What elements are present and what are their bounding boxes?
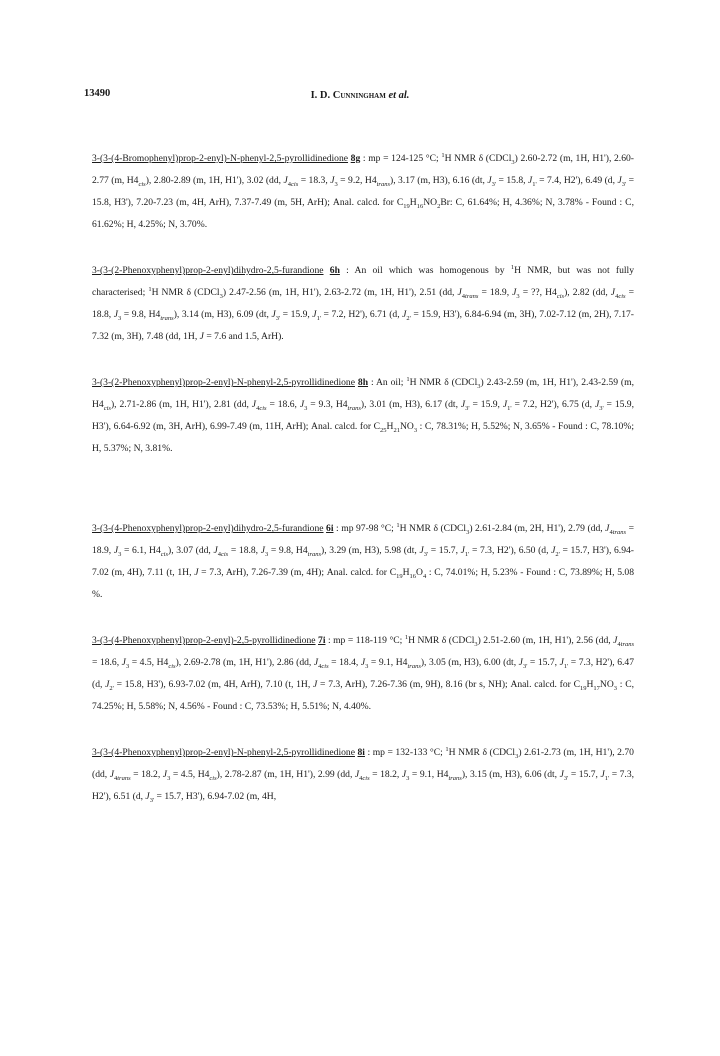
compound-entry-7i: 3-(3-(4-Phenoxyphenyl)prop-2-enyl)-2,5-pyrollidinedione 7i : mp = 118-119 °C; $^1$H NMR δ (CDCl$_3$) 2.51-2.60 (m, 1H, H1'), 2.56 (dd, $J_{4trans} = 18.6$, $J_3 = 4.5$, $H4_{cis}$), 2.69-2.78 (m, 1H, H1'), 2.86 (dd, $J_{4cis} = 18.4$, $J_3 = 9.1$, $H4_{trans}$), 3.05 (m, H3), 6.00 (dt, $J_{3'} = 15.7$, $J_{1'} = 7.3$, H2'), 6.47 (d, $J_{2'} = 15.8$, H3'), 6.93-7.02 (m, 4H, ArH), 7.10 (t, 1H, J = 7.3, ArH), 7.26-7.36 (m, 9H), 8.16 (br s, NH); Anal. calcd. for $C_{19}H_{17}NO_3$ : C, 74.25%; H, 5.58%; N, 4.56% - Found : C, 73.53%; H, 5.51%; N, 4.40%.: [92, 633, 635, 712]
compound-number: 8g: [350, 153, 361, 164]
running-head: [84, 90, 636, 101]
compound-entry-8i: 3-(3-(4-Phenoxyphenyl)prop-2-enyl)-N-phenyl-2,5-pyrollidinedione 8i : mp = 132-133 °C; $^1$H NMR δ (CDCl$_3$) 2.61-2.73 (m, 1H, H1'), 2.70 (dd, $J_{4trans} = 18.2$, $J_3 = 4.5$, $H4_{cis}$), 2.78-2.87 (m, 1H, H1'), 2.99 (dd, $J_{4cis} = 18.2$, $J_3 = 9.1$, $H4_{trans}$), 3.15 (m, H3), 6.06 (dt, $J_{3'} = 15.7$, $J_{1'} = 7.3$, H2'), 6.51 (d, $J_{3'} = 15.7$, H3'), 6.94-7.02 (m, 4H,: [92, 745, 635, 804]
running-head-etal: et al.: [388, 90, 410, 101]
compound-number: 8i: [357, 747, 365, 758]
compound-name: 3-(3-(2-Phenoxyphenyl)prop-2-enyl)dihydro-2,5-furandione: [92, 265, 324, 276]
compound-name: 3-(3-(4-Phenoxyphenyl)prop-2-enyl)-2,5-pyrollidinedione: [92, 635, 316, 646]
compound-number: 7i: [318, 635, 326, 646]
compound-number: 6i: [326, 523, 334, 534]
compound-name: 3-(3-(2-Phenoxyphenyl)prop-2-enyl)-N-phenyl-2,5-pyrollidinedione: [92, 377, 355, 388]
compound-name: 3-(3-(4-Bromophenyl)prop-2-enyl)-N-phenyl-2,5-pyrollidinedione: [92, 153, 349, 164]
running-head-author: I. D. Cunningham: [310, 90, 386, 101]
page-header: [84, 88, 636, 108]
compound-name: 3-(3-(4-Phenoxyphenyl)prop-2-enyl)dihydro-2,5-furandione: [92, 523, 324, 534]
compound-number: 6h: [329, 265, 340, 276]
compound-entry-8g: 3-(3-(4-Bromophenyl)prop-2-enyl)-N-phenyl-2,5-pyrollidinedione 8g : mp = 124-125 °C; $^1$H NMR δ (CDCl$_3$) 2.60-2.72 (m, 1H, H1'), 2.60-2.77 (m, $H4_{cis}$), 2.80-2.89 (m, 1H, H1'), 3.02 (dd, $J_{4cis} = 18.3$, $J_3 = 9.2$, $H4_{trans}$), 3.17 (m, H3), 6.16 (dt, $J_{3'} = 15.8$, $J_{1'} = 7.4$, H2'), 6.49 (d, $J_{3'} = 15.8$, H3'), 7.20-7.23 (m, 4H, ArH), 7.37-7.49 (m, 5H, ArH); Anal. calcd. for $C_{19}H_{16}NO_2Br$: C, 61.64%; H, 4.36%; N, 3.78% - Found : C, 61.62%; H, 4.25%; N, 3.70%.: [92, 151, 635, 230]
compound-entry-6i: 3-(3-(4-Phenoxyphenyl)prop-2-enyl)dihydro-2,5-furandione 6i : mp 97-98 °C; $^1$H NMR δ (CDCl$_3$) 2.61-2.84 (m, 2H, H1'), 2.79 (dd, $J_{4trans} = 18.9$, $J_3 = 6.1$, $H4_{cis}$), 3.07 (dd, $J_{4cis} = 18.8$, $J_3 = 9.8$, $H4_{trans}$), 3.29 (m, H3), 5.98 (dt, $J_{3'} = 15.7$, $J_{1'} = 7.3$, H2'), 6.50 (d, $J_{2'} = 15.7$, H3'), 6.94-7.02 (m, 4H), 7.11 (t, 1H, J = 7.3, ArH), 7.26-7.39 (m, 4H); Anal. calcd. for $C_{19}H_{16}O_4$ : C, 74.01%; H, 5.23% - Found : C, 73.89%; H, 5.08 %.: [92, 521, 634, 600]
compound-entry-6h: 3-(3-(2-Phenoxyphenyl)prop-2-enyl)dihydro-2,5-furandione 6h : An oil which was homogenous by $^1$H NMR, but was not fully characterised; $^1$H NMR δ (CDCl$_3$) 2.47-2.56 (m, 1H, H1'), 2.63-2.72 (m, 1H, H1'), 2.51 (dd, $J_{4trans} = 18.9$, $J_3$ = ??, $H4_{cis}$), 2.82 (dd, $J_{4cis} = 18.8$, $J_3 = 9.8$, $H4_{trans}$), 3.14 (m, H3), 6.09 (dt, $J_{3'} = 15.9$, $J_{1'} = 7.2$, H2'), 6.71 (d, $J_{2'} = 15.9$, H3'), 6.84-6.94 (m, 3H), 7.02-7.12 (m, 2H), 7.17-7.32 (m, 3H), 7.48 (dd, 1H, J = 7.6 and 1.5, ArH).: [92, 263, 635, 342]
page-number: 13490: [84, 88, 111, 99]
compound-entry-8h: 3-(3-(2-Phenoxyphenyl)prop-2-enyl)-N-phenyl-2,5-pyrollidinedione 8h : An oil; $^1$H NMR δ (CDCl$_3$) 2.43-2.59 (m, 1H, H1'), 2.43-2.59 (m, $H4_{cis}$), 2.71-2.86 (m, 1H, H1'), 2.81 (dd, $J_{4cis} = 18.6$, $J_3 = 9.3$, $H4_{trans}$), 3.01 (m, H3), 6.17 (dt, $J_{3'} = 15.9$, $J_{1'} = 7.2$, H2'), 6.75 (d, $J_{3'} = 15.9$, H3'), 6.64-6.92 (m, 3H, ArH), 6.99-7.49 (m, 11H, ArH); Anal. calcd. for $C_{25}H_{21}NO_3$ : C, 78.31%; H, 5.52%; N, 3.65% - Found : C, 78.10%; H, 5.37%; N, 3.81%.: [92, 375, 635, 454]
compound-number: 8h: [357, 377, 369, 388]
compound-name: 3-(3-(4-Phenoxyphenyl)prop-2-enyl)-N-phenyl-2,5-pyrollidinedione: [92, 747, 355, 758]
